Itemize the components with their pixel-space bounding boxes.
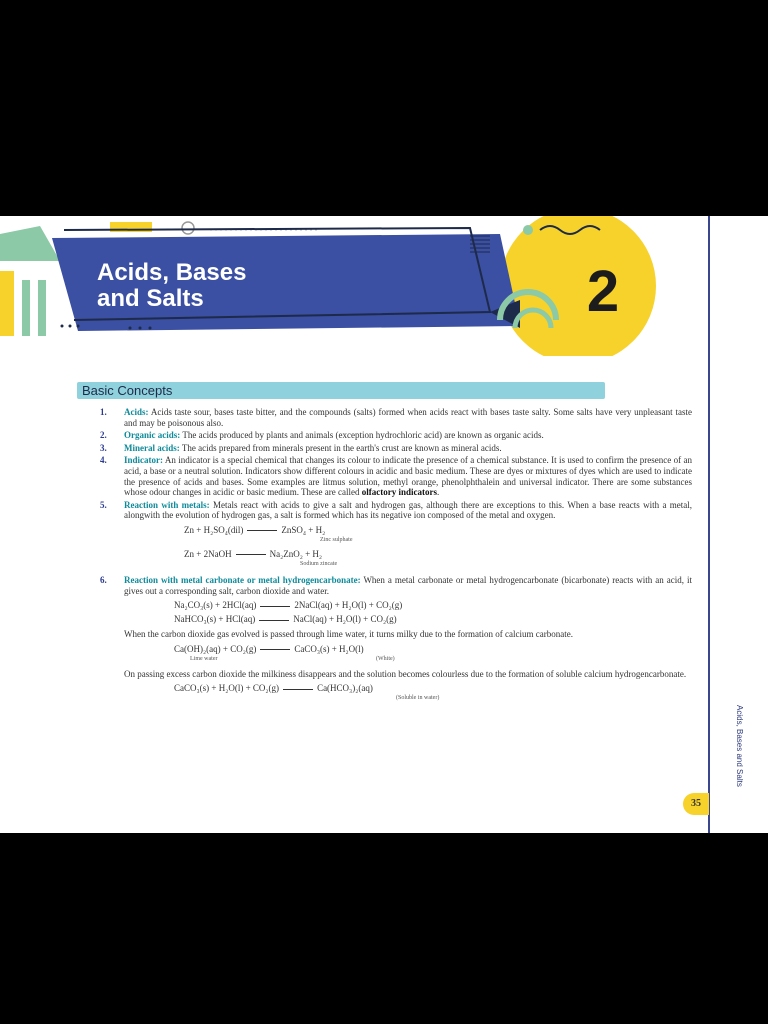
item-keyword: Acids: bbox=[124, 407, 149, 417]
equation-label-row bbox=[184, 561, 692, 571]
list-item bbox=[100, 430, 692, 441]
arrow-icon bbox=[283, 689, 313, 690]
equation-label-row bbox=[174, 695, 692, 705]
equation-left: Zn + 2NaOH bbox=[184, 548, 232, 559]
equation-left: Ca(OH)₂(aq) + CO₂(g) bbox=[174, 643, 257, 654]
arrow-icon bbox=[236, 554, 266, 555]
item-text: Acids taste sour, bases taste bitter, and the compounds (salts) formed when acids react with bases taste salty. Some salts have very unpleasant taste and may be poisonous also. bbox=[124, 407, 692, 428]
item-number: 5. bbox=[100, 499, 107, 510]
equation-label-row bbox=[184, 537, 692, 547]
equation-right: CaCO₃(s) + H₂O(l) bbox=[294, 643, 364, 654]
item-number: 3. bbox=[100, 442, 107, 453]
item-number: 4. bbox=[100, 455, 107, 466]
chapter-title-line2: and Salts bbox=[97, 285, 204, 312]
equation-label: (White) bbox=[376, 655, 395, 662]
equation bbox=[184, 549, 692, 561]
equation bbox=[174, 614, 692, 626]
arrow-icon bbox=[259, 620, 289, 621]
list-item bbox=[100, 407, 692, 428]
list-item bbox=[100, 443, 692, 454]
equation-left: NaHCO₃(s) + HCl(aq) bbox=[174, 614, 256, 625]
equation-label: Sodium zincate bbox=[300, 560, 338, 567]
section-title: Basic Concepts bbox=[82, 383, 173, 398]
item-text: The acids produced by plants and animals (exception hydrochloric acid) are known as organic acids. bbox=[180, 430, 544, 441]
chapter-title bbox=[97, 260, 246, 312]
equation-left: Na₂CO₃(s) + 2HCl(aq) bbox=[174, 600, 257, 611]
equation-left: CaCO₃(s) + H₂O(l) + CO₂(g) bbox=[174, 683, 280, 694]
textbook-page bbox=[0, 216, 768, 833]
equation bbox=[174, 644, 692, 656]
equation-label: (Soluble in water) bbox=[396, 695, 440, 702]
equation-right: Na₂ZnO₂ + H₂ bbox=[269, 548, 323, 559]
item-keyword: Mineral acids: bbox=[124, 442, 180, 453]
paragraph: When the carbon dioxide gas evolved is passed through lime water, it turns milky due to the formation of calcium carbonate. bbox=[124, 629, 574, 640]
equation-left: Zn + H₂SO₄(dil) bbox=[184, 524, 244, 535]
equation-label: Zinc sulphate bbox=[320, 536, 353, 543]
item-text: An indicator is a special chemical that changes its colour to indicate the presence of a chemical substance. It is used to confirm the presence of an acid, a base or a neutral solution. Indicators show different colours in acidic and basic medium. These are dyes or mixtures of dyes which are used to indicate the presence of acids and bases. Some examples are litmus solution, methyl orange, phenolphthalein and universal indicator. There are some substances whose odour changes in acidic or basic medium. These are called bbox=[124, 455, 692, 498]
list-item bbox=[100, 575, 692, 596]
item-keyword: Reaction with metals: bbox=[124, 499, 210, 510]
item-number: 2. bbox=[100, 430, 107, 441]
paragraph: On passing excess carbon dioxide the milkiness disappears and the solution becomes colourless due to the formation of soluble calcium hydrogencarbonate. bbox=[124, 668, 687, 679]
list-item bbox=[100, 455, 692, 497]
equation-right: NaCl(aq) + H₂O(l) + CO₂(g) bbox=[293, 614, 397, 625]
item-keyword: Reaction with metal carbonate or metal hydrogencarbonate: bbox=[124, 574, 361, 585]
item-text: When a metal carbonate or metal hydrogencarbonate (bicarbonate) reacts with an acid, it gives out a corresponding salt, carbon dioxide and water. bbox=[124, 574, 692, 596]
equation-label: Lime water bbox=[190, 655, 218, 662]
list-item bbox=[100, 500, 692, 521]
arrow-icon bbox=[260, 606, 290, 607]
item-bold-term: olfactory indicators bbox=[361, 487, 437, 498]
item-number: 6. bbox=[100, 574, 107, 585]
chapter-number: 2 bbox=[586, 259, 620, 324]
item-keyword: Indicator: bbox=[124, 455, 163, 466]
equation-right: ZnSO₄ + H₂ bbox=[281, 524, 326, 535]
running-side-label: Acids, Bases and Salts bbox=[735, 705, 744, 787]
item-text-tail: . bbox=[436, 487, 440, 498]
arrow-icon bbox=[247, 530, 277, 531]
item-text: The acids prepared from minerals present in the earth's crust are known as mineral acids. bbox=[179, 442, 502, 453]
page-content bbox=[100, 407, 692, 705]
equation bbox=[184, 525, 692, 537]
item-keyword: Organic acids: bbox=[124, 430, 181, 441]
equation-label-row bbox=[174, 656, 692, 666]
arrow-icon bbox=[260, 649, 290, 650]
equation bbox=[174, 600, 692, 612]
equation-right: Ca(HCO₃)₂(aq) bbox=[317, 683, 373, 694]
chapter-title-line1: Acids, Bases bbox=[97, 259, 247, 286]
item-text: Metals react with acids to give a salt and hydrogen gas, although there are exceptions to this. When a base reacts with a metal, alongwith the evolution of hydrogen gas, a salt is formed which has its negative ion composed of the metal and oxygen. bbox=[124, 499, 693, 521]
page-number: 35 bbox=[683, 793, 709, 815]
item-number: 1. bbox=[100, 407, 107, 417]
equation-right: 2NaCl(aq) + H₂O(l) + CO₂(g) bbox=[294, 600, 403, 611]
